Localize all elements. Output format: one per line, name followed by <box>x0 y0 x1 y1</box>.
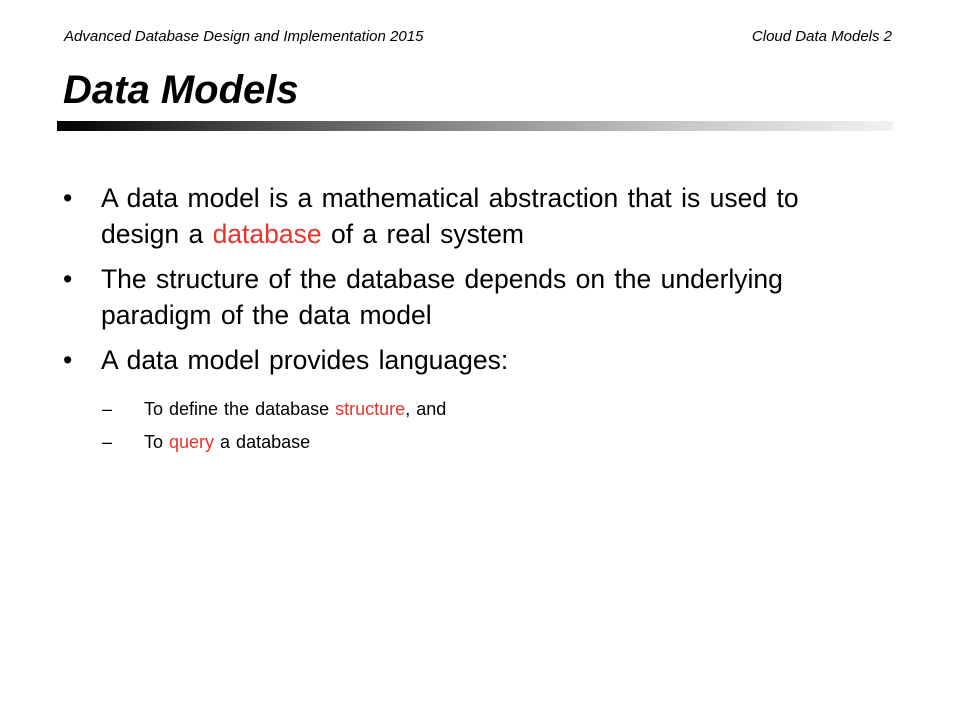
sub-bullet-text: , and <box>405 399 447 419</box>
bullet-item-data-model-definition <box>0 180 960 252</box>
bullet-text: A data model is a mathematical abstraction that is used to design a <box>101 183 799 249</box>
bullet-list <box>0 180 960 387</box>
slide-number-header: Cloud Data Models 2 <box>751 28 892 45</box>
sub-bullet-text: To <box>144 432 170 452</box>
sub-bullet-query-database <box>0 430 960 454</box>
sub-bullet-text: To define the database <box>144 399 336 419</box>
course-title-header: Advanced Database Design and Implementation 2015 <box>64 28 424 45</box>
sub-bullet-define-structure <box>0 397 960 421</box>
bullet-text: A data model provides languages: <box>101 345 509 375</box>
highlighted-term-database: database <box>212 219 322 249</box>
bullet-text: of a real system <box>321 219 525 249</box>
highlighted-term-query: query <box>169 432 215 452</box>
title-underline-rule <box>57 121 893 131</box>
bullet-marker: • <box>63 345 73 375</box>
bullet-marker: • <box>63 183 73 213</box>
sub-bullet-marker: – <box>102 399 113 419</box>
slide-title: Data Models <box>63 68 299 112</box>
highlighted-term-structure: structure <box>335 399 406 419</box>
bullet-text: The structure of the database depends on the underlying paradigm of the data model <box>101 264 783 330</box>
sub-bullet-marker: – <box>102 432 113 452</box>
bullet-marker: • <box>63 264 73 294</box>
sub-bullet-text: a database <box>214 432 311 452</box>
bullet-item-languages <box>0 342 960 378</box>
bullet-item-database-structure <box>0 261 960 333</box>
sub-bullet-list <box>0 397 960 463</box>
